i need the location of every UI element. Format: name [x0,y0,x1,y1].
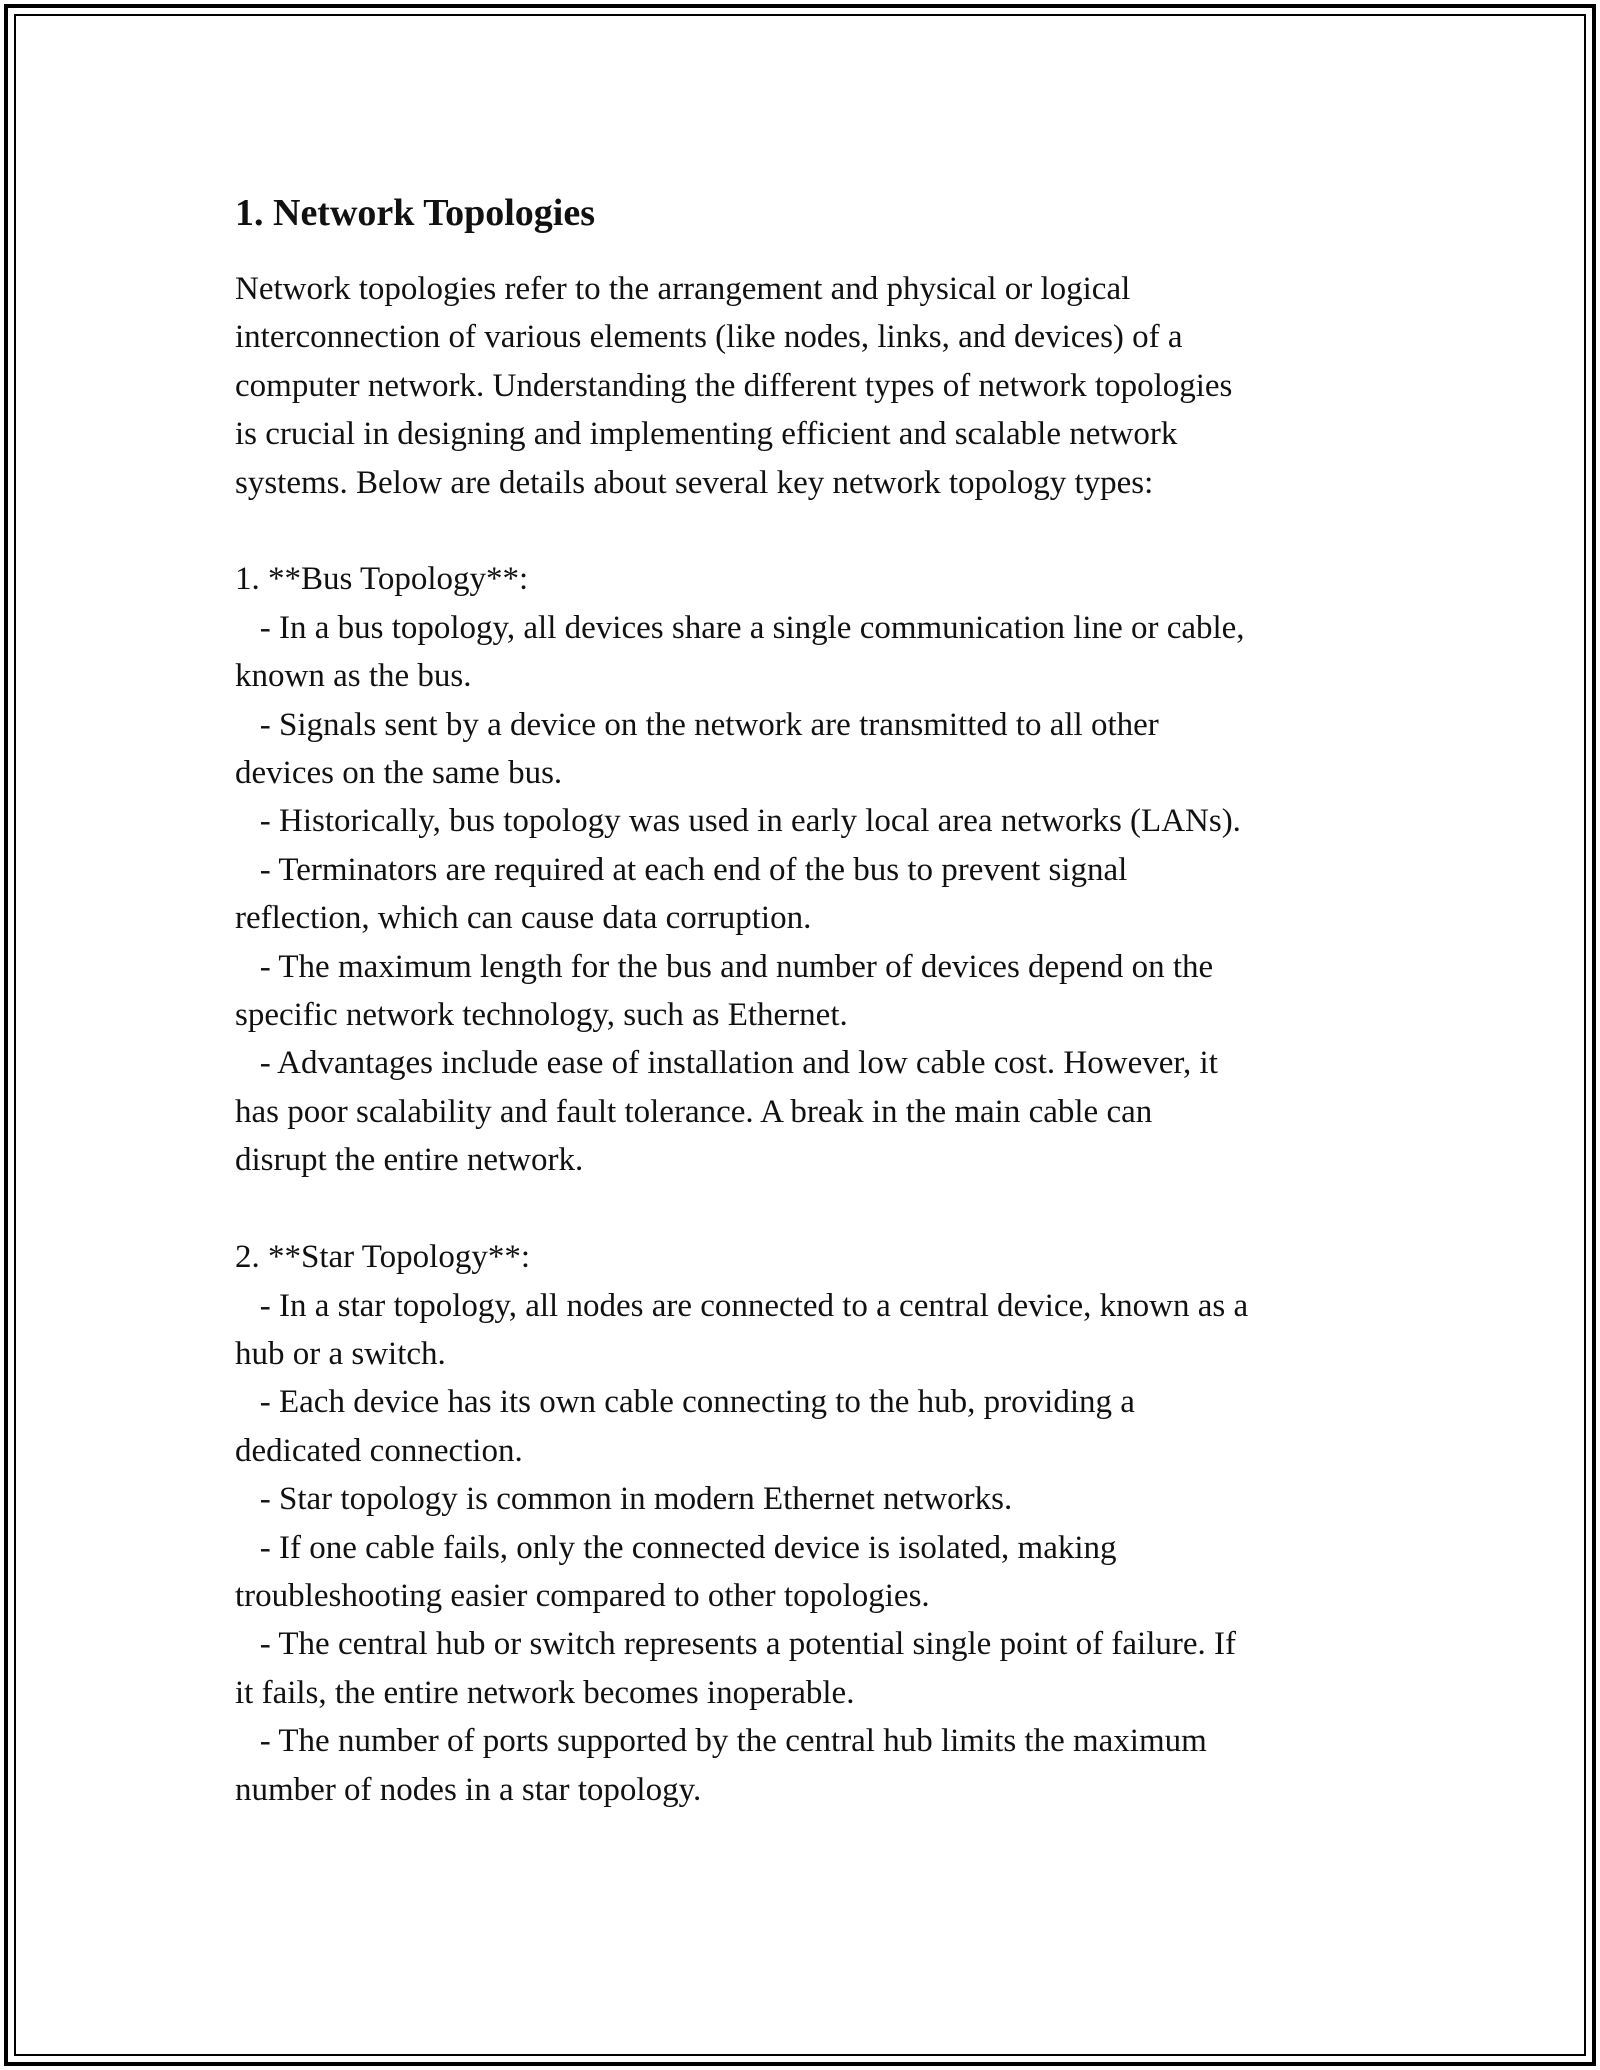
bus-topology-line: - Terminators are required at each end of the bus to prevent signal [235,851,1128,888]
star-topology-line: hub or a switch. [235,1335,446,1372]
star-topology-line: troubleshooting easier compared to other topologies. [235,1577,930,1614]
star-topology-line: - If one cable fails, only the connected device is isolated, making [235,1529,1117,1566]
bus-topology-line: - Historically, bus topology was used in early local area networks (LANs). [235,803,1241,840]
star-topology-title: 2. **Star Topology**: [235,1239,531,1276]
star-topology-line: - In a star topology, all nodes are connected to a central device, known as a [235,1287,1249,1324]
star-topology-line: - Star topology is common in modern Ethernet networks. [235,1481,1013,1518]
star-topology-line: number of nodes in a star topology. [235,1771,702,1808]
bus-topology-line: has poor scalability and fault tolerance. A break in the main cable can [235,1093,1153,1130]
intro-line: Network topologies refer to the arrangement and physical or logical [235,271,1131,307]
bus-topology-line: - Signals sent by a device on the network are transmitted to all other [235,706,1159,743]
bus-topology-line: known as the bus. [235,658,472,695]
star-topology-line: it fails, the entire network becomes inoperable. [235,1674,855,1711]
section-heading: 1. Network Topologies [235,192,595,234]
bus-topology-line: disrupt the entire network. [235,1142,584,1179]
intro-line: is crucial in designing and implementing efficient and scalable network [235,416,1178,453]
intro-paragraph [235,265,1385,507]
intro-line: interconnection of various elements (like nodes, links, and devices) of a [235,319,1183,356]
intro-line: systems. Below are details about several key network topology types: [235,464,1154,501]
bus-topology-line: - In a bus topology, all devices share a single communication line or cable, [235,609,1245,646]
document-body [235,185,1385,1814]
bus-topology-section [235,555,1385,1184]
star-topology-line: - Each device has its own cable connecting to the hub, providing a [235,1384,1135,1421]
star-topology-section [235,1233,1385,1814]
star-topology-line: - The number of ports supported by the central hub limits the maximum [235,1723,1207,1760]
spacer [235,507,1385,555]
bus-topology-title: 1. **Bus Topology**: [235,561,529,598]
star-topology-line: - The central hub or switch represents a potential single point of failure. If [235,1626,1236,1663]
bus-topology-line: specific network technology, such as Ethernet. [235,997,848,1034]
bus-topology-line: - Advantages include ease of installation and low cable cost. However, it [235,1045,1218,1082]
spacer [235,1185,1385,1233]
bus-topology-line: devices on the same bus. [235,755,563,792]
intro-line: computer network. Understanding the different types of network topologies [235,367,1233,404]
bus-topology-line: - The maximum length for the bus and number of devices depend on the [235,948,1214,985]
bus-topology-line: reflection, which can cause data corruption. [235,900,812,937]
star-topology-line: dedicated connection. [235,1432,523,1469]
